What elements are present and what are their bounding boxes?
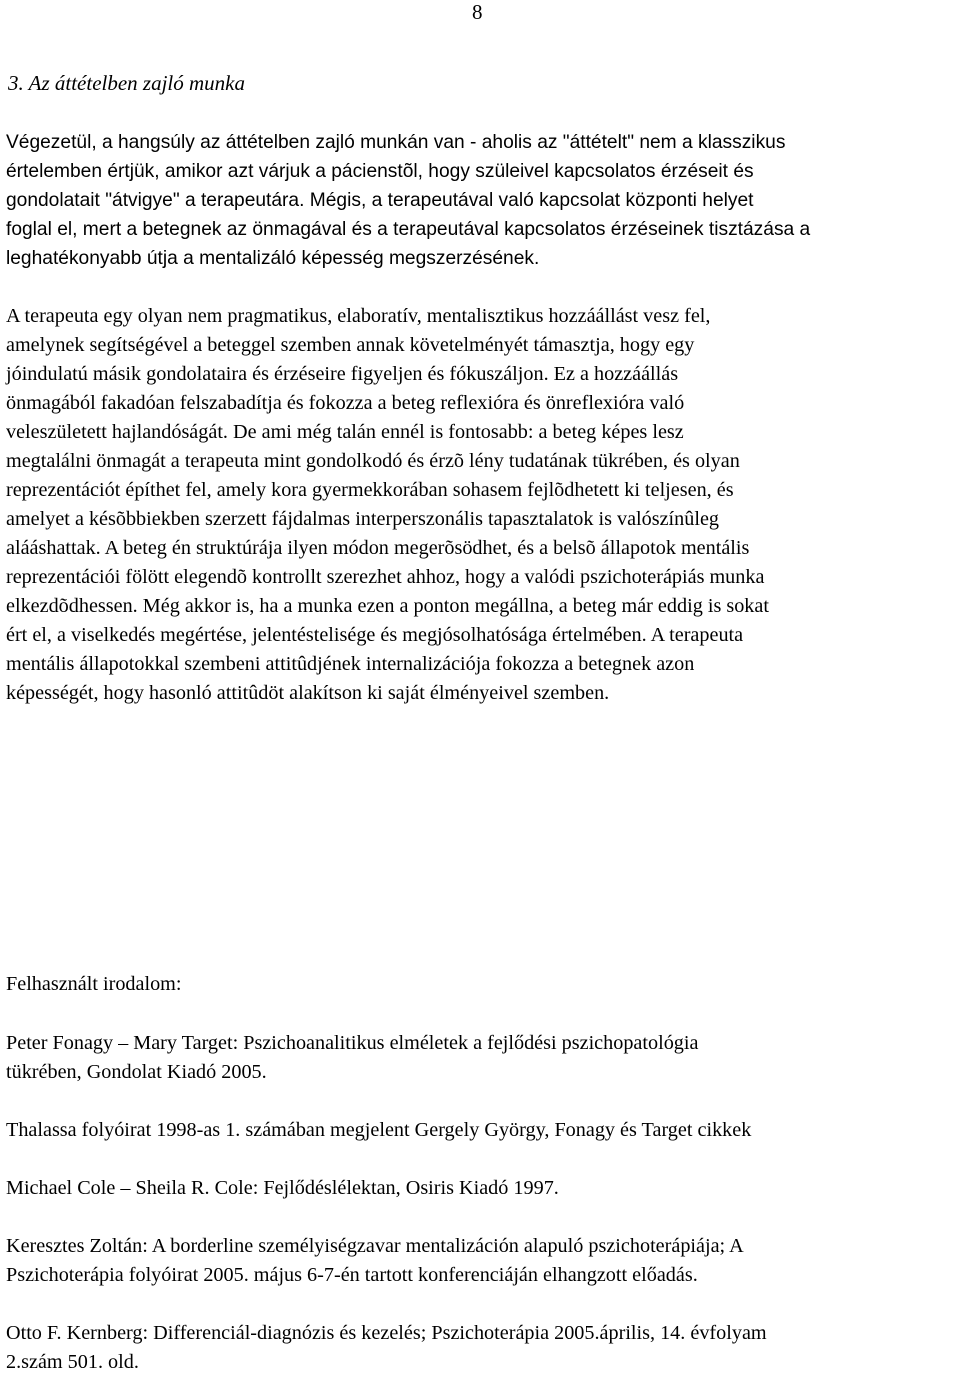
bibliography-entry bbox=[6, 1232, 958, 1290]
bibliography-line: Peter Fonagy – Mary Target: Pszichoanalitikus elméletek a fejlődési pszichopatológia bbox=[6, 1032, 699, 1054]
paragraph-line: mentális állapotokkal szembeni attitûdjének internalizációja fokozza a betegnek azon bbox=[6, 653, 695, 675]
bibliography-line: Michael Cole – Sheila R. Cole: Fejlődéslélektan, Osiris Kiadó 1997. bbox=[6, 1177, 559, 1199]
section-title: 3. Az áttételben zajló munka bbox=[8, 71, 245, 95]
paragraph-line: ért el, a viselkedés megértése, jelentéstelisége és megjósolhatósága értelmében. A terapeuta bbox=[6, 624, 744, 646]
paragraph-line: gondolatait "átvigye" a terapeutára. Mégis, a terapeutával való kapcsolat központi helyet bbox=[6, 190, 754, 211]
bibliography-entry bbox=[6, 1116, 958, 1145]
paragraph-line: reprezentációt építhet fel, amely kora gyermekkorában sohasem fejlõdhetett ki teljesen, és bbox=[6, 479, 734, 501]
bibliography-line: Keresztes Zoltán: A borderline személyiségzavar mentalizáción alapuló pszichoterápiája; A bbox=[6, 1235, 744, 1257]
paragraph-line: foglal el, mert a betegnek az önmagával és a terapeutával kapcsolatos érzéseinek tisztázása a bbox=[6, 219, 811, 240]
paragraph-line: amelyet a késõbbiekben szerzett fájdalmas interperszonális tapasztalatok is valószínûleg bbox=[6, 508, 720, 530]
paragraph-line: elkezdõdhessen. Még akkor is, ha a munka ezen a ponton megállna, a beteg már eddig is sokat bbox=[6, 595, 769, 617]
paragraph-2 bbox=[6, 302, 958, 708]
paragraph-line: megtalálni önmagát a terapeuta mint gondolkodó és érzõ lény tudatának tükrében, és olyan bbox=[6, 450, 740, 472]
paragraph-line: leghatékonyabb útja a mentalizáló képesség megszerzésének. bbox=[6, 248, 540, 269]
bibliography-entry bbox=[6, 1174, 958, 1203]
paragraph-line: jóindulatú másik gondolataira és érzéseire figyeljen és fókuszáljon. Ez a hozzáállás bbox=[6, 363, 679, 385]
paragraph-line: önmagából fakadóan felszabadítja és fokozza a beteg reflexióra és önreflexióra való bbox=[6, 392, 685, 414]
bibliography-line: tükrében, Gondolat Kiadó 2005. bbox=[6, 1061, 267, 1083]
bibliography-line: Pszichoterápia folyóirat 2005. május 6-7-én tartott konferenciáján elhangzott előadás. bbox=[6, 1264, 698, 1286]
bibliography-entry bbox=[6, 1029, 958, 1087]
paragraph-line: értelemben értjük, amikor azt várjuk a pácienstõl, hogy szüleivel kapcsolatos érzéseit és bbox=[6, 161, 754, 182]
paragraph-line: veleszületett hajlandóságát. De ami még talán ennél is fontosabb: a beteg képes lesz bbox=[6, 421, 684, 443]
paragraph-line: amelynek segítségével a beteggel szemben annak követelményét támasztja, hogy egy bbox=[6, 334, 695, 356]
bibliography-entry bbox=[6, 1319, 958, 1377]
paragraph-line: Végezetül, a hangsúly az áttételben zajló munkán van - aholis az "áttételt" nem a klasszikus bbox=[6, 132, 786, 153]
paragraph-line: képességét, hogy hasonló attitûdöt alakítson ki saját élményeivel szemben. bbox=[6, 682, 610, 704]
bibliography-line: Otto F. Kernberg: Differenciál-diagnózis és kezelés; Pszichoterápia 2005.április, 14. évfolyam bbox=[6, 1322, 767, 1344]
paragraph-line: A terapeuta egy olyan nem pragmatikus, elaboratív, mentalisztikus hozzáállást vesz fel, bbox=[6, 305, 711, 327]
paragraph-line: reprezentációi fölött elegendõ kontrollt szerezhet ahhoz, hogy a valódi pszichoterápiás munka bbox=[6, 566, 765, 588]
page-number: 8 bbox=[472, 0, 483, 24]
paragraph-line: alááshattak. A beteg én struktúrája ilyen módon megerõsödhet, és a belsõ állapotok mentális bbox=[6, 537, 750, 559]
bibliography-line: 2.szám 501. old. bbox=[6, 1351, 139, 1373]
bibliography-line: Thalassa folyóirat 1998-as 1. számában megjelent Gergely György, Fonagy és Target cikkek bbox=[6, 1119, 752, 1141]
paragraph-1 bbox=[6, 128, 958, 273]
bibliography-heading: Felhasznált irodalom: bbox=[6, 973, 182, 995]
